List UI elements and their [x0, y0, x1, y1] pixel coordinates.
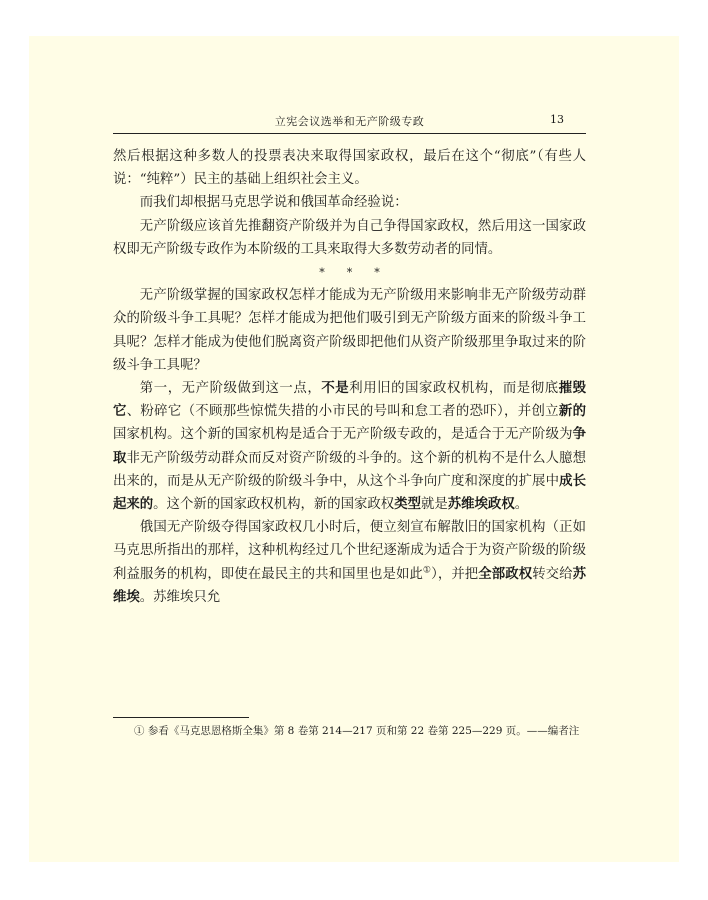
page-number: 13 — [550, 113, 564, 126]
paragraph-3: 无产阶级应该首先推翻资产阶级并为自己争得国家政权，然后用这一国家政权即无产阶级专政作为本阶级的工具来取得大多数劳动者的同情。 — [113, 218, 586, 257]
paragraph-2: 而我们却根据马克思学说和俄国革命经验说： — [139, 195, 408, 211]
section-separator: * * * — [319, 266, 380, 280]
text-run: 俄国无产阶级夺得国家政权几小时后，便立刻宣布解散旧的国家机构（正如马克思所指出的那样，这种机构经过几个世纪逐渐成为适合于为资产阶级的阶级利益服务的机构，即使在最民主的共和国里也是如此 — [113, 520, 586, 582]
paragraph-6 — [113, 516, 586, 609]
emphasis: 全部政权 — [478, 566, 533, 582]
text-run: 利用旧的国家政权机构，而是彻底 — [349, 381, 559, 397]
emphasis: 摧毁它 — [113, 381, 587, 420]
footnote-reference[interactable]: ① — [422, 565, 432, 576]
text-run: 国家机构。这个新的国家机构是适合于无产阶级专政的，是适合于无产阶级为 — [113, 427, 573, 443]
paragraph-4: 无产阶级掌握的国家政权怎样才能成为无产阶级用来影响非无产阶级劳动群众的阶级斗争工具呢？怎样才能成为把他们吸引到无产阶级方面来的阶级斗争工具呢？怎样才能成为使他们脱离资产阶级即把他们从资产阶级那里争取过来的阶级斗争工具呢？ — [113, 288, 586, 373]
text-run: 、粉碎它（不顾那些惊慌失措的小市民的号叫和怠工者的恐吓），并创立 — [126, 404, 559, 420]
paragraph-5 — [113, 377, 586, 516]
emphasis: 不是 — [321, 381, 350, 397]
text-run: 第一，无产阶级做到这一点， — [139, 381, 322, 397]
emphasis: 成长起来的 — [113, 473, 587, 513]
text-run: 。 — [514, 497, 529, 513]
emphasis: 类型 — [394, 497, 421, 513]
text-run: 。这个新的国家政权机构，新的国家政权 — [153, 497, 395, 513]
footnote-text: 参看《马克思恩格斯全集》第 8 卷第 214—217 页和第 22 卷第 225—229 页。——编者注 — [147, 725, 580, 737]
text-run: 就是 — [420, 497, 448, 513]
header-title: 立宪会议选举和无产阶级专政 — [274, 115, 425, 128]
emphasis: 苏维埃 — [113, 566, 587, 605]
text-run: ），并把 — [431, 566, 479, 582]
text-run: 转交给 — [532, 566, 573, 582]
text-run: 非无产阶级劳动群众而反对资产阶级的斗争的。这个新的机构不是什么人臆想出来的，而是从无产阶级的阶级斗争中，从这个斗争向广度和深度的扩展中 — [113, 450, 587, 489]
footnote — [134, 725, 584, 738]
footnote-marker: ① — [134, 725, 145, 737]
footnote-rule — [113, 717, 249, 718]
body-text — [113, 145, 586, 609]
emphasis: 苏维埃政权 — [447, 497, 515, 513]
emphasis: 新的 — [558, 404, 586, 420]
emphasis: 争取 — [113, 427, 586, 466]
running-header — [113, 111, 586, 134]
text-run: 。苏维埃只允 — [139, 589, 221, 605]
paragraph-1: 然后根据这种多数人的投票表决来取得国家政权，最后在这个“彻底”（有些人说：“纯粹”）民主的基础上组织社会主义。 — [113, 149, 586, 188]
